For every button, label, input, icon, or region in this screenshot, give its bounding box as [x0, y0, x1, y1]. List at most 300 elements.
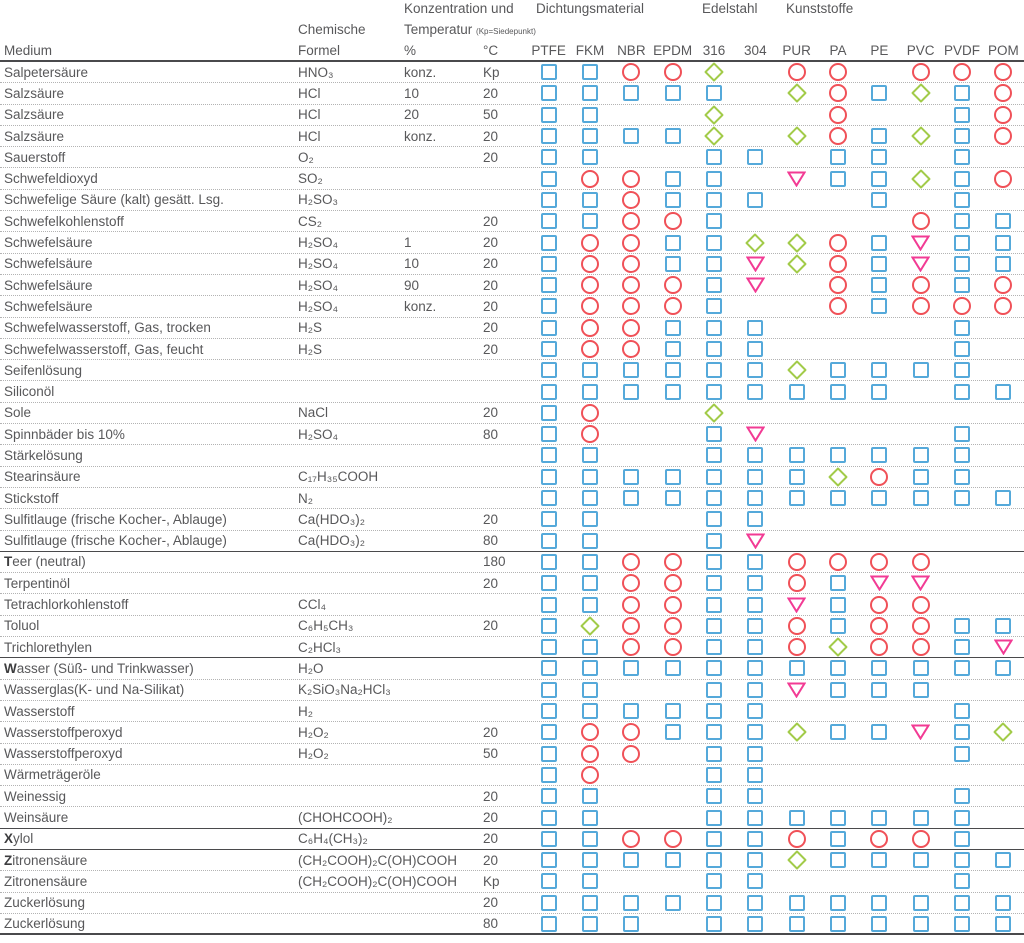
rating-cell-pa: [817, 722, 858, 742]
square-symbol: [871, 171, 887, 187]
medium-cell: Tetrachlorkohlenstoff: [4, 597, 129, 613]
rating-cell-316: [693, 871, 734, 891]
diamond-symbol: [704, 105, 724, 125]
rating-cell-316: [693, 275, 734, 295]
rating-cell-pom: [983, 680, 1024, 700]
circle-symbol: [622, 276, 640, 294]
rating-cell-nbr: [611, 126, 652, 146]
rating-cell-pe: [859, 62, 900, 82]
rating-cell-nbr: [611, 637, 652, 657]
rating-cell-pvdf: [941, 893, 982, 913]
rating-cell-nbr: [611, 701, 652, 721]
table-row: [0, 765, 1024, 786]
rating-cell-pom: [983, 701, 1024, 721]
medium-cell: Sulfitlauge (frische Kocher-, Ablauge): [4, 511, 227, 527]
rating-cell-nbr: [611, 616, 652, 636]
square-symbol: [623, 895, 639, 911]
rating-cell-fkm: [569, 381, 610, 401]
rating-cell-304: [735, 445, 776, 465]
square-symbol: [747, 362, 763, 378]
temperature-cell: 20: [483, 575, 499, 591]
square-symbol: [954, 810, 970, 826]
diamond-symbol: [787, 126, 807, 146]
circle-symbol: [581, 234, 599, 252]
square-symbol: [582, 597, 598, 613]
medium-cell: Salzsäure: [4, 128, 65, 144]
rating-cell-pvc: [900, 488, 941, 508]
square-symbol: [706, 597, 722, 613]
rating-cell-epdm: [652, 616, 693, 636]
rating-cell-epdm: [652, 168, 693, 188]
rating-cell-pa: [817, 850, 858, 870]
table-body: [0, 62, 1024, 935]
concentration-cell: 90: [404, 277, 420, 293]
rating-cell-pe: [859, 275, 900, 295]
square-symbol: [954, 341, 970, 357]
rating-cell-pom: [983, 232, 1024, 252]
rating-cell-pa: [817, 83, 858, 103]
rating-cell-fkm: [569, 680, 610, 700]
square-symbol: [830, 490, 846, 506]
rating-cell-pe: [859, 509, 900, 529]
square-symbol: [954, 107, 970, 123]
square-symbol: [706, 916, 722, 932]
rating-cell-pom: [983, 296, 1024, 316]
circle-symbol: [664, 212, 682, 230]
rating-cell-304: [735, 765, 776, 785]
rating-cell-304: [735, 807, 776, 827]
square-symbol: [871, 149, 887, 165]
square-symbol: [623, 469, 639, 485]
table-row: [0, 850, 1024, 871]
material-column-headers: [528, 43, 1024, 58]
rating-cell-316: [693, 914, 734, 933]
square-symbol: [706, 618, 722, 634]
temperature-cell: 20: [483, 320, 499, 336]
rating-cell-ptfe: [528, 360, 569, 380]
rating-cell-pvc: [900, 83, 941, 103]
square-symbol: [541, 575, 557, 591]
rating-cell-pur: [776, 914, 817, 933]
rating-cell-pur: [776, 424, 817, 444]
rating-cell-pvdf: [941, 381, 982, 401]
square-symbol: [541, 852, 557, 868]
square-symbol: [541, 618, 557, 634]
circle-symbol: [622, 638, 640, 656]
rating-cell-pa: [817, 467, 858, 487]
diamond-symbol: [704, 62, 724, 82]
rating-cell-pur: [776, 488, 817, 508]
rating-cell-nbr: [611, 807, 652, 827]
rating-cell-pvc: [900, 701, 941, 721]
square-symbol: [582, 149, 598, 165]
rating-cell-pom: [983, 552, 1024, 572]
square-symbol: [706, 554, 722, 570]
square-symbol: [582, 85, 598, 101]
formula-cell: H₂O₂: [298, 724, 329, 740]
circle-symbol: [870, 553, 888, 571]
table-row: [0, 360, 1024, 381]
table-row: [0, 126, 1024, 147]
square-symbol: [871, 895, 887, 911]
circle-symbol: [581, 255, 599, 273]
rating-cell-316: [693, 488, 734, 508]
rating-cell-pom: [983, 168, 1024, 188]
table-row: [0, 467, 1024, 488]
rating-cell-ptfe: [528, 531, 569, 551]
rating-cell-316: [693, 339, 734, 359]
rating-cell-pe: [859, 786, 900, 806]
circle-symbol: [994, 63, 1012, 81]
square-symbol: [747, 703, 763, 719]
triangle-symbol: [911, 256, 930, 272]
rating-cell-pur: [776, 190, 817, 210]
rating-cell-pvdf: [941, 62, 982, 82]
rating-cell-pe: [859, 403, 900, 423]
square-symbol: [706, 85, 722, 101]
rating-cell-pe: [859, 914, 900, 933]
table-row: [0, 403, 1024, 424]
square-symbol: [706, 447, 722, 463]
rating-cell-epdm: [652, 594, 693, 614]
formula-cell: H₂SO₄: [298, 256, 339, 272]
circle-symbol: [581, 297, 599, 315]
rating-cell-pe: [859, 445, 900, 465]
square-symbol: [706, 341, 722, 357]
rating-cell-pvc: [900, 190, 941, 210]
circle-symbol: [664, 276, 682, 294]
square-symbol: [665, 703, 681, 719]
square-symbol: [541, 597, 557, 613]
square-symbol: [954, 660, 970, 676]
rating-cell-pvc: [900, 786, 941, 806]
rating-cell-pom: [983, 318, 1024, 338]
header-kp-note: (Kp=Siedepunkt): [476, 27, 536, 36]
table-row: [0, 744, 1024, 765]
rating-cell-pur: [776, 83, 817, 103]
rating-cell-pa: [817, 296, 858, 316]
rating-cell-pe: [859, 147, 900, 167]
square-symbol: [582, 810, 598, 826]
rating-cell-316: [693, 126, 734, 146]
square-symbol: [954, 873, 970, 889]
rating-cell-pvc: [900, 850, 941, 870]
square-symbol: [747, 767, 763, 783]
rating-cell-epdm: [652, 744, 693, 764]
square-symbol: [871, 85, 887, 101]
rating-cell-pvc: [900, 168, 941, 188]
rating-cell-316: [693, 658, 734, 678]
rating-cell-pvdf: [941, 786, 982, 806]
square-symbol: [747, 639, 763, 655]
circle-symbol: [622, 574, 640, 592]
medium-cell: Teer (neutral): [4, 554, 86, 570]
temperature-cell: 20: [483, 85, 499, 101]
temperature-cell: 50: [483, 746, 499, 762]
formula-cell: (CH₂COOH)₂C(OH)COOH: [298, 873, 457, 889]
rating-cell-pa: [817, 680, 858, 700]
rating-cell-pvdf: [941, 914, 982, 933]
rating-cell-pvc: [900, 381, 941, 401]
circle-symbol: [664, 574, 682, 592]
rating-cell-pa: [817, 637, 858, 657]
rating-cell-pe: [859, 126, 900, 146]
rating-cell-pvdf: [941, 509, 982, 529]
square-symbol: [747, 511, 763, 527]
column-header-celsius: °C: [483, 43, 499, 58]
table-row: [0, 552, 1024, 573]
formula-cell: HCl: [298, 85, 321, 101]
rating-cell-pe: [859, 339, 900, 359]
rating-cell-ptfe: [528, 296, 569, 316]
square-symbol: [541, 724, 557, 740]
rating-cell-epdm: [652, 254, 693, 274]
rating-cell-pa: [817, 786, 858, 806]
rating-cell-ptfe: [528, 594, 569, 614]
medium-cell: Wasserstoffperoxyd: [4, 746, 123, 762]
rating-cell-nbr: [611, 190, 652, 210]
square-symbol: [830, 149, 846, 165]
column-header-medium: Medium: [4, 43, 53, 58]
rating-cell-nbr: [611, 488, 652, 508]
rating-cell-304: [735, 62, 776, 82]
rating-cell-pa: [817, 275, 858, 295]
square-symbol: [747, 873, 763, 889]
rating-cell-pvc: [900, 105, 941, 125]
square-symbol: [706, 682, 722, 698]
rating-cell-304: [735, 296, 776, 316]
rating-cell-pvdf: [941, 658, 982, 678]
table-row: [0, 62, 1024, 83]
circle-symbol: [664, 297, 682, 315]
diamond-symbol: [704, 126, 724, 146]
rating-cell-nbr: [611, 360, 652, 380]
rating-cell-pur: [776, 339, 817, 359]
temperature-cell: 20: [483, 405, 499, 421]
rating-cell-pa: [817, 829, 858, 849]
square-symbol: [995, 895, 1011, 911]
square-symbol: [541, 277, 557, 293]
rating-cell-316: [693, 403, 734, 423]
square-symbol: [706, 810, 722, 826]
square-symbol: [541, 107, 557, 123]
rating-cell-epdm: [652, 190, 693, 210]
square-symbol: [582, 639, 598, 655]
rating-cell-316: [693, 616, 734, 636]
rating-cell-316: [693, 552, 734, 572]
temperature-cell: 20: [483, 618, 499, 634]
rating-cell-pvdf: [941, 680, 982, 700]
square-symbol: [913, 852, 929, 868]
rating-cell-pvdf: [941, 403, 982, 423]
rating-cell-pur: [776, 573, 817, 593]
square-symbol: [954, 213, 970, 229]
rating-cell-nbr: [611, 786, 652, 806]
rating-cell-pa: [817, 871, 858, 891]
rating-cell-pom: [983, 594, 1024, 614]
rating-cell-fkm: [569, 786, 610, 806]
circle-symbol: [994, 276, 1012, 294]
rating-cell-pur: [776, 850, 817, 870]
rating-cell-pur: [776, 701, 817, 721]
rating-cell-fkm: [569, 744, 610, 764]
rating-cell-epdm: [652, 680, 693, 700]
medium-cell: Zuckerlösung: [4, 916, 86, 932]
square-symbol: [954, 85, 970, 101]
square-symbol: [582, 831, 598, 847]
rating-cell-fkm: [569, 573, 610, 593]
square-symbol: [830, 916, 846, 932]
rating-cell-epdm: [652, 232, 693, 252]
rating-cell-pvdf: [941, 105, 982, 125]
square-symbol: [954, 639, 970, 655]
square-symbol: [665, 128, 681, 144]
square-symbol: [995, 852, 1011, 868]
rating-cell-nbr: [611, 339, 652, 359]
rating-cell-pvc: [900, 339, 941, 359]
circle-symbol: [622, 191, 640, 209]
rating-cell-pvdf: [941, 339, 982, 359]
rating-cell-ptfe: [528, 829, 569, 849]
column-header-316: 316: [702, 43, 726, 58]
rating-cell-epdm: [652, 360, 693, 380]
rating-cell-pe: [859, 658, 900, 678]
square-symbol: [541, 384, 557, 400]
rating-cell-pa: [817, 552, 858, 572]
table-row: [0, 807, 1024, 828]
column-header-epdm: EPDM: [653, 43, 693, 58]
table-row: [0, 190, 1024, 211]
formula-cell: O₂: [298, 149, 314, 165]
rating-cell-pe: [859, 701, 900, 721]
rating-cell-316: [693, 168, 734, 188]
temperature-cell: 20: [483, 149, 499, 165]
temperature-cell: Kp: [483, 64, 500, 80]
square-symbol: [830, 575, 846, 591]
rating-cell-pur: [776, 168, 817, 188]
rating-cell-epdm: [652, 701, 693, 721]
rating-cell-pa: [817, 744, 858, 764]
rating-cell-pur: [776, 829, 817, 849]
rating-cell-pvc: [900, 744, 941, 764]
temperature-cell: 20: [483, 298, 499, 314]
square-symbol: [665, 171, 681, 187]
concentration-cell: 10: [404, 85, 420, 101]
circle-symbol: [870, 830, 888, 848]
square-symbol: [706, 639, 722, 655]
rating-cell-epdm: [652, 573, 693, 593]
rating-cell-pom: [983, 467, 1024, 487]
square-symbol: [623, 660, 639, 676]
square-symbol: [706, 469, 722, 485]
table-row: [0, 573, 1024, 594]
rating-cell-nbr: [611, 594, 652, 614]
rating-cell-ptfe: [528, 744, 569, 764]
rating-cell-316: [693, 786, 734, 806]
rating-cell-316: [693, 722, 734, 742]
square-symbol: [582, 660, 598, 676]
rating-cell-304: [735, 360, 776, 380]
rating-cell-ptfe: [528, 318, 569, 338]
table-row: [0, 722, 1024, 743]
circle-symbol: [912, 596, 930, 614]
circle-symbol: [622, 340, 640, 358]
medium-cell: Schwefelsäure: [4, 277, 93, 293]
rating-cell-pa: [817, 339, 858, 359]
rating-cell-316: [693, 701, 734, 721]
rating-cell-316: [693, 807, 734, 827]
rating-cell-pom: [983, 829, 1024, 849]
square-symbol: [954, 490, 970, 506]
rating-cell-epdm: [652, 509, 693, 529]
square-symbol: [582, 362, 598, 378]
rating-cell-pa: [817, 424, 858, 444]
square-symbol: [582, 554, 598, 570]
square-symbol: [541, 149, 557, 165]
diamond-symbol: [704, 403, 724, 423]
rating-cell-nbr: [611, 765, 652, 785]
rating-cell-316: [693, 850, 734, 870]
medium-cell: Toluol: [4, 618, 40, 634]
rating-cell-pom: [983, 83, 1024, 103]
square-symbol: [789, 469, 805, 485]
square-symbol: [871, 660, 887, 676]
rating-cell-pvdf: [941, 594, 982, 614]
square-symbol: [623, 852, 639, 868]
rating-cell-ptfe: [528, 147, 569, 167]
rating-cell-pe: [859, 871, 900, 891]
rating-cell-316: [693, 594, 734, 614]
circle-symbol: [829, 297, 847, 315]
rating-cell-pur: [776, 658, 817, 678]
medium-cell: Zitronensäure: [4, 852, 88, 868]
circle-symbol: [912, 638, 930, 656]
rating-cell-pvdf: [941, 807, 982, 827]
rating-cell-ptfe: [528, 616, 569, 636]
rating-cell-304: [735, 893, 776, 913]
formula-cell: NaCl: [298, 405, 329, 421]
square-symbol: [913, 362, 929, 378]
rating-cell-ptfe: [528, 254, 569, 274]
rating-cell-pe: [859, 594, 900, 614]
formula-cell: HCl: [298, 107, 321, 123]
rating-cell-pvdf: [941, 744, 982, 764]
rating-cell-pvc: [900, 765, 941, 785]
table-row: [0, 914, 1024, 935]
square-symbol: [913, 469, 929, 485]
square-symbol: [954, 746, 970, 762]
square-symbol: [665, 469, 681, 485]
square-symbol: [747, 192, 763, 208]
rating-cell-pom: [983, 658, 1024, 678]
table-row: [0, 786, 1024, 807]
rating-cell-nbr: [611, 83, 652, 103]
rating-cell-pvc: [900, 914, 941, 933]
square-symbol: [582, 511, 598, 527]
square-symbol: [871, 256, 887, 272]
formula-cell: CCl₄: [298, 597, 327, 613]
square-symbol: [706, 320, 722, 336]
square-symbol: [582, 469, 598, 485]
rating-cell-pa: [817, 573, 858, 593]
circle-symbol: [870, 468, 888, 486]
rating-cell-pom: [983, 531, 1024, 551]
rating-cell-pur: [776, 232, 817, 252]
rating-cell-pvc: [900, 509, 941, 529]
table-row: [0, 701, 1024, 722]
rating-cell-pe: [859, 190, 900, 210]
circle-symbol: [788, 638, 806, 656]
